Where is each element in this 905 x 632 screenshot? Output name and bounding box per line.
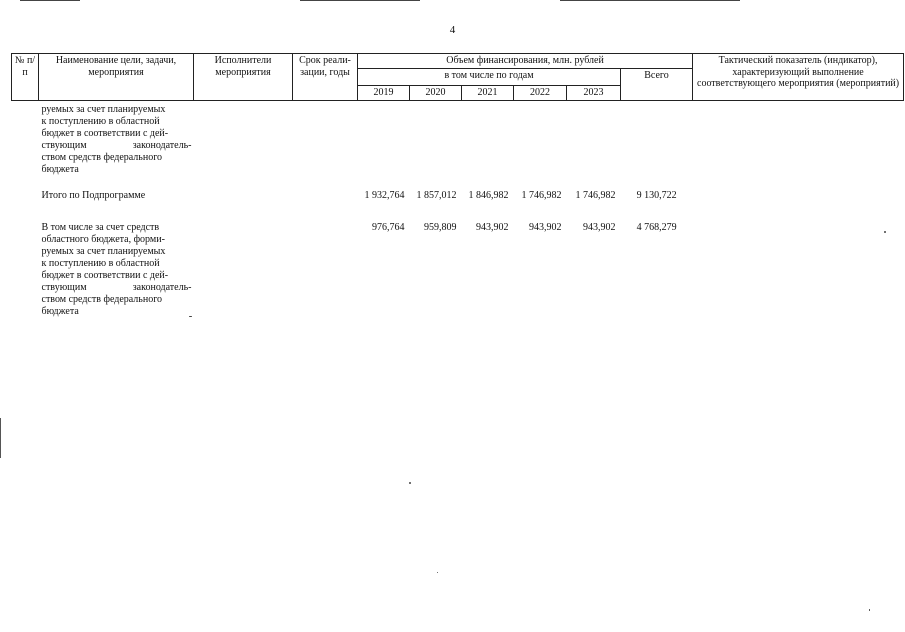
header-year: 2021 [462,86,514,101]
header-funding: Объем финансирования, млн. рублей [358,54,693,69]
label-line: ствующим законодатель- [41,140,192,151]
row-label [12,202,194,318]
value-2023: 943,902 [583,222,616,233]
label-line: руемых за счет планируемых [41,246,166,257]
value-2019 [358,101,410,177]
scan-artifact [560,0,740,1]
header-year: 2019 [358,86,410,101]
value-2019: 976,764 [372,222,405,233]
header-year: 2020 [410,86,462,101]
label-line: к поступлению в областной [41,258,160,269]
value-2020: 1 857,012 [416,190,457,201]
label-line: руемых за счет планируемых [41,104,166,115]
label-line: к поступлению в областной [41,116,160,127]
scan-artifact [409,482,411,484]
header-term: Срок реали-зации, годы [293,54,358,101]
label-line: бюджет в соответствии с дей- [41,270,169,281]
value-2021: 943,902 [476,222,509,233]
header-by-years: в том числе по годам [358,69,621,86]
value-2020 [410,101,462,177]
value-2019: 1 932,764 [364,190,405,201]
scan-artifact [869,609,870,611]
label-line: Итого по Подпрограмме [41,190,146,201]
scan-artifact [0,418,1,458]
header-indicator: Тактический показатель (индикатор), характеризующий выполнение соответствующего мероприятия (мероприятий) [693,54,904,101]
row-label [12,176,194,202]
value-total [621,101,693,177]
value-2021 [462,101,514,177]
label-line: ством средств федерального [41,294,163,305]
scan-artifact [437,572,438,573]
table-row [12,202,904,318]
value-2022: 943,902 [529,222,562,233]
header-year: 2023 [567,86,621,101]
value-total: 9 130,722 [636,190,677,201]
label-line: бюджета [41,306,79,317]
table-row [12,176,904,202]
scan-artifact [300,0,420,1]
label-line: областного бюджета, форми- [41,234,165,245]
scan-artifact [20,0,80,1]
header-num: № п/п [12,54,39,101]
header-year: 2022 [514,86,567,101]
value-total: 4 768,279 [636,222,677,233]
value-2023: 1 746,982 [575,190,616,201]
header-name: Наименование цели, задачи, мероприятия [39,54,194,101]
financing-table [11,53,904,318]
table-row [12,101,904,177]
value-2022 [514,101,567,177]
label-line: ствующим законодатель- [41,282,192,293]
label-line: бюджет в соответствии с дей- [41,128,169,139]
page-number: 4 [449,24,456,36]
header-executors: Исполнители мероприятия [194,54,293,101]
value-2020: 959,809 [424,222,457,233]
value-2023 [567,101,621,177]
label-line: бюджета [41,164,79,175]
label-line: В том числе за счет средств [41,222,160,233]
value-2021: 1 846,982 [468,190,509,201]
header-total: Всего [621,69,693,101]
value-2022: 1 746,982 [521,190,562,201]
row-label [12,101,194,177]
label-line: ством средств федерального [41,152,163,163]
